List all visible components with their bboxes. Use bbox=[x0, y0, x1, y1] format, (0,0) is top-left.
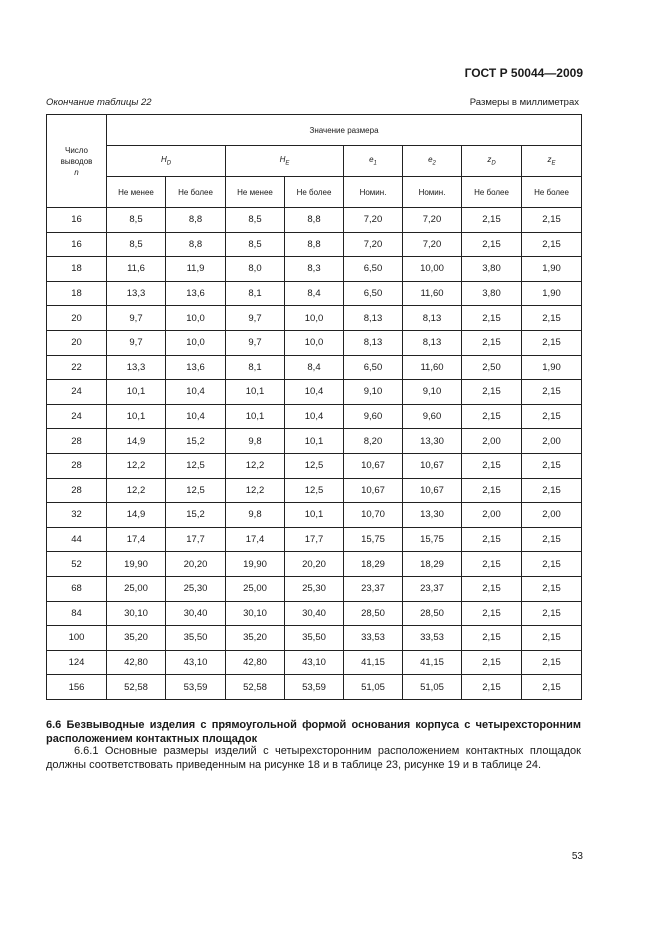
table-cell: 8,4 bbox=[285, 281, 344, 306]
param-subscript: 2 bbox=[432, 160, 436, 167]
table-cell: 2,15 bbox=[522, 650, 582, 675]
table-cell: 10,1 bbox=[107, 404, 166, 429]
table-cell: 2,15 bbox=[462, 232, 522, 257]
table-cell: 10,1 bbox=[107, 380, 166, 405]
limit-header: Номин. bbox=[403, 177, 462, 208]
table-cell: 2,15 bbox=[522, 675, 582, 700]
table-cell: 42,80 bbox=[107, 650, 166, 675]
table-cell: 9,7 bbox=[107, 306, 166, 331]
table-cell: 3,80 bbox=[462, 257, 522, 282]
table-cell: 2,15 bbox=[462, 306, 522, 331]
table-cell: 10,0 bbox=[166, 306, 226, 331]
table-cell: 8,3 bbox=[285, 257, 344, 282]
table-cell: 25,30 bbox=[166, 576, 226, 601]
table-cell: 8,8 bbox=[166, 208, 226, 233]
table-cell: 10,0 bbox=[285, 330, 344, 355]
table-cell: 7,20 bbox=[403, 208, 462, 233]
table-cell: 2,15 bbox=[462, 380, 522, 405]
table-cell: 33,53 bbox=[403, 626, 462, 651]
table-cell: 10,0 bbox=[166, 330, 226, 355]
table-cell: 44 bbox=[47, 527, 107, 552]
table-cell: 12,2 bbox=[107, 453, 166, 478]
table-cell: 9,7 bbox=[107, 330, 166, 355]
table-cell: 13,3 bbox=[107, 355, 166, 380]
table-cell: 9,7 bbox=[226, 330, 285, 355]
param-subscript: E bbox=[551, 160, 556, 167]
table-cell: 12,2 bbox=[107, 478, 166, 503]
table-cell: 41,15 bbox=[403, 650, 462, 675]
table-cell: 51,05 bbox=[344, 675, 403, 700]
table-cell: 6,50 bbox=[344, 281, 403, 306]
table-cell: 2,15 bbox=[522, 453, 582, 478]
table-cell: 20,20 bbox=[285, 552, 344, 577]
page-number: 53 bbox=[571, 851, 583, 862]
table-cell: 124 bbox=[47, 650, 107, 675]
table-cell: 2,15 bbox=[522, 208, 582, 233]
section-body bbox=[46, 744, 581, 772]
table-cell: 13,6 bbox=[166, 281, 226, 306]
table-cell: 18,29 bbox=[403, 552, 462, 577]
table-cell: 2,15 bbox=[462, 453, 522, 478]
param-symbol: $H_E$ bbox=[279, 155, 290, 167]
table-cell: 13,30 bbox=[403, 429, 462, 454]
table-cell: 2,15 bbox=[522, 576, 582, 601]
table-cell: 11,6 bbox=[107, 257, 166, 282]
table-cell: 53,59 bbox=[285, 675, 344, 700]
limit-header: Не менее bbox=[226, 177, 285, 208]
table-cell: 17,4 bbox=[107, 527, 166, 552]
table-cell: 10,4 bbox=[285, 380, 344, 405]
table-cell: 10,1 bbox=[285, 429, 344, 454]
table-cell: 2,15 bbox=[462, 330, 522, 355]
table-cell: 18 bbox=[47, 257, 107, 282]
table-cell: 2,00 bbox=[522, 429, 582, 454]
table-cell: 9,8 bbox=[226, 429, 285, 454]
table-cell: 1,90 bbox=[522, 355, 582, 380]
param-header bbox=[344, 146, 403, 177]
table-cell: 41,15 bbox=[344, 650, 403, 675]
table-cell: 53,59 bbox=[166, 675, 226, 700]
table-cell: 8,1 bbox=[226, 281, 285, 306]
pin-count-label-1: Число bbox=[64, 145, 88, 155]
table-cell: 12,2 bbox=[226, 453, 285, 478]
table-row bbox=[47, 257, 582, 282]
table-cell: 11,9 bbox=[166, 257, 226, 282]
table-cell: 28 bbox=[47, 478, 107, 503]
table-cell: 33,53 bbox=[344, 626, 403, 651]
table-cell: 2,15 bbox=[522, 232, 582, 257]
table-caption: Окончание таблицы 22 bbox=[46, 97, 152, 108]
table-cell: 2,15 bbox=[462, 208, 522, 233]
table-cell: 10,1 bbox=[226, 380, 285, 405]
table-cell: 9,60 bbox=[344, 404, 403, 429]
table-cell: 10,1 bbox=[285, 503, 344, 528]
table-cell: 2,15 bbox=[462, 626, 522, 651]
table-cell: 7,20 bbox=[403, 232, 462, 257]
table-cell: 42,80 bbox=[226, 650, 285, 675]
table-cell: 20 bbox=[47, 306, 107, 331]
limit-header: Не более bbox=[462, 177, 522, 208]
table-cell: 35,50 bbox=[285, 626, 344, 651]
table-cell: 6,50 bbox=[344, 257, 403, 282]
table-cell: 2,50 bbox=[462, 355, 522, 380]
table-cell: 20 bbox=[47, 330, 107, 355]
table-cell: 12,5 bbox=[166, 478, 226, 503]
table-cell: 11,60 bbox=[403, 355, 462, 380]
table-cell: 10,67 bbox=[344, 478, 403, 503]
table-cell: 2,15 bbox=[462, 576, 522, 601]
table-cell: 156 bbox=[47, 675, 107, 700]
table-cell: 28,50 bbox=[344, 601, 403, 626]
size-value-header: Значение размера bbox=[107, 115, 582, 146]
table-cell: 84 bbox=[47, 601, 107, 626]
param-symbol: $e_2$ bbox=[428, 155, 436, 167]
table-cell: 13,6 bbox=[166, 355, 226, 380]
table-cell: 15,75 bbox=[403, 527, 462, 552]
table-row bbox=[47, 527, 582, 552]
table-cell: 23,37 bbox=[403, 576, 462, 601]
table-cell: 30,40 bbox=[166, 601, 226, 626]
table-cell: 3,80 bbox=[462, 281, 522, 306]
table-cell: 10,4 bbox=[166, 380, 226, 405]
table-cell: 17,7 bbox=[166, 527, 226, 552]
table-cell: 9,10 bbox=[344, 380, 403, 405]
table-row bbox=[47, 650, 582, 675]
table-cell: 10,1 bbox=[226, 404, 285, 429]
table-cell: 19,90 bbox=[107, 552, 166, 577]
section-paragraph: 6.6.1 Основные размеры изделий с четырехсторонним расположением контактных площадок должны соответствовать приведенным на рисунке 18 и в таблице 23, рисунке 19 и в таблице 24. bbox=[46, 745, 581, 771]
table-cell: 43,10 bbox=[166, 650, 226, 675]
table-cell: 2,15 bbox=[462, 404, 522, 429]
document-code: ГОСТ Р 50044—2009 bbox=[464, 66, 583, 80]
table-cell: 52,58 bbox=[226, 675, 285, 700]
table-cell: 2,00 bbox=[522, 503, 582, 528]
limit-header: Номин. bbox=[344, 177, 403, 208]
table-cell: 8,5 bbox=[226, 208, 285, 233]
limit-header: Не более bbox=[166, 177, 226, 208]
param-header bbox=[462, 146, 522, 177]
pin-count-header bbox=[47, 115, 107, 208]
table-cell: 68 bbox=[47, 576, 107, 601]
table-cell: 8,13 bbox=[344, 330, 403, 355]
dimensions-table bbox=[46, 114, 582, 700]
table-cell: 7,20 bbox=[344, 232, 403, 257]
table-row bbox=[47, 552, 582, 577]
table-cell: 100 bbox=[47, 626, 107, 651]
table-cell: 2,15 bbox=[522, 306, 582, 331]
table-cell: 2,00 bbox=[462, 429, 522, 454]
pin-count-label-2: выводов bbox=[60, 156, 93, 166]
limit-header: Не более bbox=[522, 177, 582, 208]
table-cell: 24 bbox=[47, 380, 107, 405]
table-cell: 2,15 bbox=[522, 478, 582, 503]
table-cell: 28 bbox=[47, 453, 107, 478]
section-title: 6.6 Безвыводные изделия с прямоугольной формой основания корпуса с четырехсторонним расположением контактных площадок bbox=[46, 719, 581, 745]
table-cell: 6,50 bbox=[344, 355, 403, 380]
param-header bbox=[522, 146, 582, 177]
table-row bbox=[47, 478, 582, 503]
table-cell: 15,75 bbox=[344, 527, 403, 552]
table-cell: 25,30 bbox=[285, 576, 344, 601]
table-cell: 2,15 bbox=[462, 601, 522, 626]
table-cell: 10,70 bbox=[344, 503, 403, 528]
table-cell: 10,0 bbox=[285, 306, 344, 331]
table-cell: 9,8 bbox=[226, 503, 285, 528]
units-caption: Размеры в миллиметрах bbox=[469, 97, 579, 108]
table-cell: 30,10 bbox=[107, 601, 166, 626]
table-cell: 8,5 bbox=[107, 208, 166, 233]
table-cell: 2,15 bbox=[522, 380, 582, 405]
table-cell: 8,8 bbox=[166, 232, 226, 257]
table-cell: 9,10 bbox=[403, 380, 462, 405]
table-cell: 22 bbox=[47, 355, 107, 380]
table-cell: 20,20 bbox=[166, 552, 226, 577]
limit-header: Не более bbox=[285, 177, 344, 208]
table-row bbox=[47, 601, 582, 626]
table-cell: 2,15 bbox=[522, 552, 582, 577]
table-cell: 13,30 bbox=[403, 503, 462, 528]
table-cell: 8,0 bbox=[226, 257, 285, 282]
param-symbol: $H_D$ bbox=[160, 155, 172, 167]
table-cell: 13,3 bbox=[107, 281, 166, 306]
table-cell: 8,5 bbox=[107, 232, 166, 257]
table-cell: 12,5 bbox=[285, 478, 344, 503]
table-row bbox=[47, 330, 582, 355]
table-cell: 35,50 bbox=[166, 626, 226, 651]
table-cell: 18 bbox=[47, 281, 107, 306]
table-cell: 18,29 bbox=[344, 552, 403, 577]
pin-count-symbol: n bbox=[74, 167, 79, 177]
table-cell: 30,40 bbox=[285, 601, 344, 626]
table-cell: 32 bbox=[47, 503, 107, 528]
table-cell: 15,2 bbox=[166, 503, 226, 528]
param-subscript: E bbox=[285, 160, 290, 167]
table-row bbox=[47, 306, 582, 331]
table-cell: 15,2 bbox=[166, 429, 226, 454]
table-cell: 10,67 bbox=[403, 453, 462, 478]
table-row bbox=[47, 404, 582, 429]
table-cell: 8,8 bbox=[285, 232, 344, 257]
table-cell: 28,50 bbox=[403, 601, 462, 626]
table-cell: 8,13 bbox=[344, 306, 403, 331]
table-cell: 2,15 bbox=[522, 626, 582, 651]
table-cell: 7,20 bbox=[344, 208, 403, 233]
table-cell: 30,10 bbox=[226, 601, 285, 626]
table-cell: 24 bbox=[47, 404, 107, 429]
param-header bbox=[107, 146, 226, 177]
table-cell: 52,58 bbox=[107, 675, 166, 700]
table-cell: 2,15 bbox=[522, 601, 582, 626]
param-subscript: D bbox=[491, 160, 496, 167]
table-cell: 2,15 bbox=[462, 478, 522, 503]
table-cell: 25,00 bbox=[226, 576, 285, 601]
table-cell: 2,15 bbox=[462, 675, 522, 700]
table-cell: 35,20 bbox=[226, 626, 285, 651]
table-cell: 9,7 bbox=[226, 306, 285, 331]
table-cell: 1,90 bbox=[522, 257, 582, 282]
limit-header: Не менее bbox=[107, 177, 166, 208]
table-cell: 51,05 bbox=[403, 675, 462, 700]
table-row bbox=[47, 281, 582, 306]
param-subscript: 1 bbox=[373, 160, 377, 167]
table-cell: 28 bbox=[47, 429, 107, 454]
table-cell: 43,10 bbox=[285, 650, 344, 675]
table-cell: 14,9 bbox=[107, 429, 166, 454]
table-cell: 1,90 bbox=[522, 281, 582, 306]
param-header bbox=[403, 146, 462, 177]
table-cell: 8,1 bbox=[226, 355, 285, 380]
table-cell: 25,00 bbox=[107, 576, 166, 601]
table-cell: 52 bbox=[47, 552, 107, 577]
table-cell: 8,5 bbox=[226, 232, 285, 257]
table-row bbox=[47, 380, 582, 405]
table-cell: 2,15 bbox=[522, 330, 582, 355]
table-cell: 2,00 bbox=[462, 503, 522, 528]
table-row bbox=[47, 626, 582, 651]
table-cell: 16 bbox=[47, 208, 107, 233]
table-row bbox=[47, 453, 582, 478]
table-cell: 16 bbox=[47, 232, 107, 257]
table-cell: 2,15 bbox=[522, 404, 582, 429]
table-cell: 2,15 bbox=[462, 650, 522, 675]
table-cell: 9,60 bbox=[403, 404, 462, 429]
table-cell: 17,7 bbox=[285, 527, 344, 552]
table-row bbox=[47, 429, 582, 454]
param-symbol: $e_1$ bbox=[369, 155, 377, 167]
param-subscript: D bbox=[166, 160, 172, 167]
table-cell: 8,8 bbox=[285, 208, 344, 233]
table-cell: 10,4 bbox=[285, 404, 344, 429]
table-cell: 8,4 bbox=[285, 355, 344, 380]
table-cell: 23,37 bbox=[344, 576, 403, 601]
table-row bbox=[47, 576, 582, 601]
param-header bbox=[226, 146, 344, 177]
table-cell: 12,5 bbox=[285, 453, 344, 478]
table-cell: 35,20 bbox=[107, 626, 166, 651]
table-cell: 12,2 bbox=[226, 478, 285, 503]
table-row bbox=[47, 232, 582, 257]
table-cell: 8,13 bbox=[403, 306, 462, 331]
table-cell: 17,4 bbox=[226, 527, 285, 552]
table-cell: 8,20 bbox=[344, 429, 403, 454]
table-row bbox=[47, 208, 582, 233]
table-row bbox=[47, 675, 582, 700]
table-cell: 2,15 bbox=[522, 527, 582, 552]
table-cell: 8,13 bbox=[403, 330, 462, 355]
table-cell: 12,5 bbox=[166, 453, 226, 478]
table-cell: 14,9 bbox=[107, 503, 166, 528]
table-cell: 2,15 bbox=[462, 527, 522, 552]
table-cell: 11,60 bbox=[403, 281, 462, 306]
param-symbol: $z_D$ bbox=[487, 155, 496, 167]
param-symbol: $z_E$ bbox=[547, 155, 556, 167]
table-cell: 10,4 bbox=[166, 404, 226, 429]
table-cell: 10,67 bbox=[344, 453, 403, 478]
table-row bbox=[47, 503, 582, 528]
table-cell: 10,00 bbox=[403, 257, 462, 282]
table-cell: 2,15 bbox=[462, 552, 522, 577]
table-cell: 10,67 bbox=[403, 478, 462, 503]
table-row bbox=[47, 355, 582, 380]
table-cell: 19,90 bbox=[226, 552, 285, 577]
